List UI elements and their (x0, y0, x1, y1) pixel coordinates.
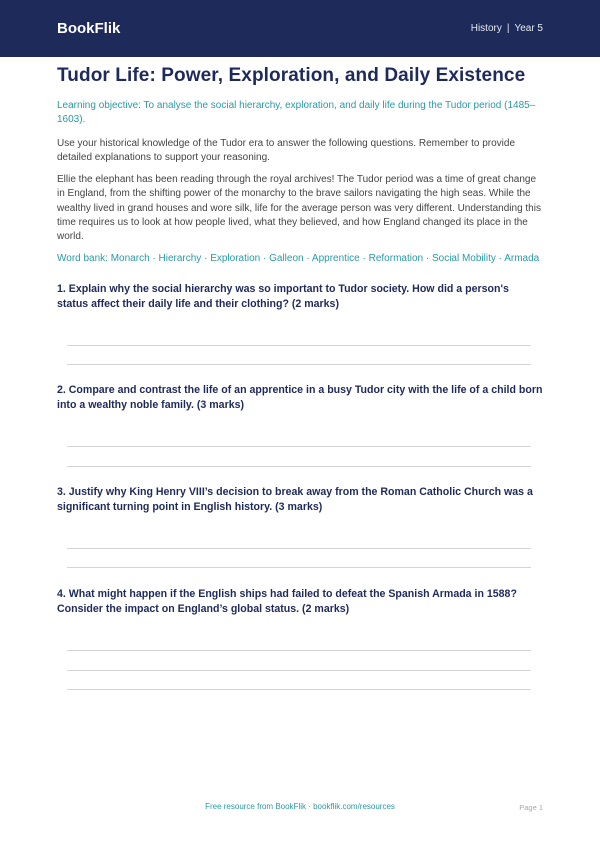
answer-line[interactable] (67, 548, 531, 549)
question-3: 3. Justify why King Henry VIII’s decision to break away from the Roman Catholic Church was a significant turning point in English history. (3 marks) (57, 486, 533, 513)
answer-line[interactable] (67, 567, 531, 568)
subject-label: History (470, 23, 502, 34)
answer-line[interactable] (67, 650, 531, 651)
footer-resource-link[interactable]: Free resource from BookFlik · bookflik.com/resources (205, 802, 395, 811)
question-1: 1. Explain why the social hierarchy was so important to Tudor society. How did a person's status affect their daily life and their clothing? (2 marks) (57, 283, 509, 310)
answer-line[interactable] (67, 446, 531, 447)
answer-line[interactable] (67, 466, 531, 467)
question-2: 2. Compare and contrast the life of an apprentice in a busy Tudor city with the life of a child born into a wealthy noble family. (3 marks) (57, 384, 543, 411)
word-bank: Word bank: Monarch · Hierarchy · Exploration · Galleon · Apprentice · Reformation · Social Mobility · Armada (57, 253, 540, 265)
meta-separator: | (506, 23, 510, 34)
answer-line[interactable] (67, 364, 531, 365)
instructions-text: Use your historical knowledge of the Tudor era to answer the following questions. Remember to provide detailed explanations to support your reasoning. (57, 138, 516, 163)
question-4: 4. What might happen if the English ships had failed to defeat the Spanish Armada in 1588? Consider the impact on England’s global status. (2 marks) (57, 588, 517, 615)
page-number: Page 1 (519, 803, 543, 812)
year-label: Year 5 (514, 23, 543, 34)
header-meta (471, 23, 543, 34)
bookflik-logo: BookFlik (57, 20, 121, 37)
answer-line[interactable] (67, 689, 531, 690)
answer-line[interactable] (67, 345, 531, 346)
intro-paragraph: Ellie the elephant has been reading through the royal archives! The Tudor period was a time of great change in England, from the shifting power of the monarchy to the brave sailors navigating the high seas. While the wealthy lived in grand houses and wore silk, life for the average person was very different. Understanding this time requires us to look at how people lived, what they believed, and how England changed its place in the world. (57, 174, 541, 243)
answer-line[interactable] (67, 670, 531, 671)
page-header (0, 0, 600, 57)
worksheet-intro (57, 63, 543, 266)
page-title: Tudor Life: Power, Exploration, and Daily Existence (57, 65, 526, 86)
learning-objective: Learning objective: To analyse the social hierarchy, exploration, and daily life during the Tudor period (1485–1603). (57, 100, 536, 125)
